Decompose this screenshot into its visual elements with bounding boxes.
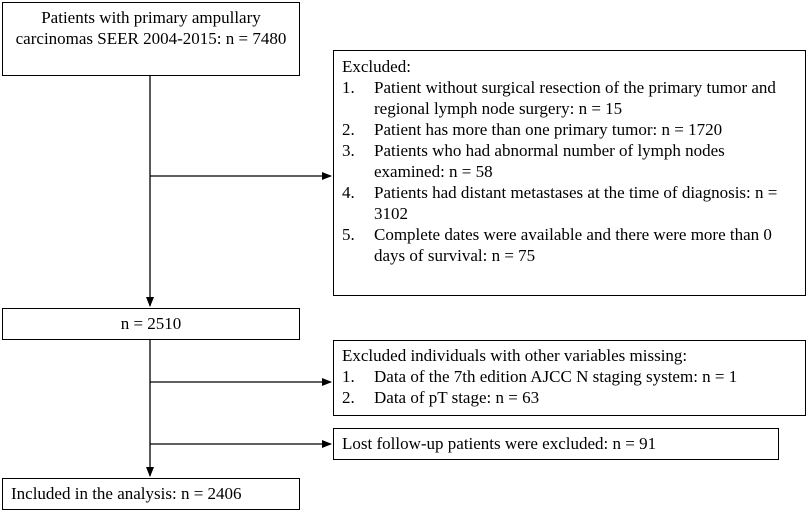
- exclusion-item: 1. Data of the 7th edition AJCC N staging system: n = 1: [342, 367, 738, 386]
- middle-box: [2, 308, 300, 340]
- lost-followup-box: [333, 428, 779, 460]
- exclusion-item: 2. Patient has more than one primary tumor: n = 1720: [342, 120, 723, 139]
- lost-text: Lost follow-up patients were excluded: n = 91: [342, 434, 657, 453]
- exclusion-item: 3. Patients who had abnormal number of lymph nodes examined: n = 58: [342, 141, 725, 181]
- exclusion-item: 4. Patients had distant metastases at the time of diagnosis: n = 3102: [342, 183, 778, 223]
- start-box: [2, 2, 300, 76]
- excluded2-header: Excluded individuals with other variables missing:: [342, 346, 688, 365]
- final-text: Included in the analysis: n = 2406: [11, 484, 242, 503]
- exclusion-item: 1. Patient without surgical resection of the primary tumor and regional lymph node surgery: n = 15: [342, 78, 776, 118]
- exclusion-list-1: [342, 77, 797, 266]
- final-box: [2, 478, 300, 510]
- excluded-box-1: [333, 50, 806, 296]
- exclusion-list-2: [342, 366, 797, 408]
- excluded-box-2: [333, 340, 806, 416]
- start-text: Patients with primary ampullary carcinomas SEER 2004-2015: n = 7480: [15, 8, 287, 48]
- excluded-header: Excluded:: [342, 57, 411, 76]
- middle-text: n = 2510: [120, 314, 182, 333]
- exclusion-item: 5. Complete dates were available and there were more than 0 days of survival: n = 75: [342, 225, 772, 265]
- exclusion-item: 2. Data of pT stage: n = 63: [342, 388, 540, 407]
